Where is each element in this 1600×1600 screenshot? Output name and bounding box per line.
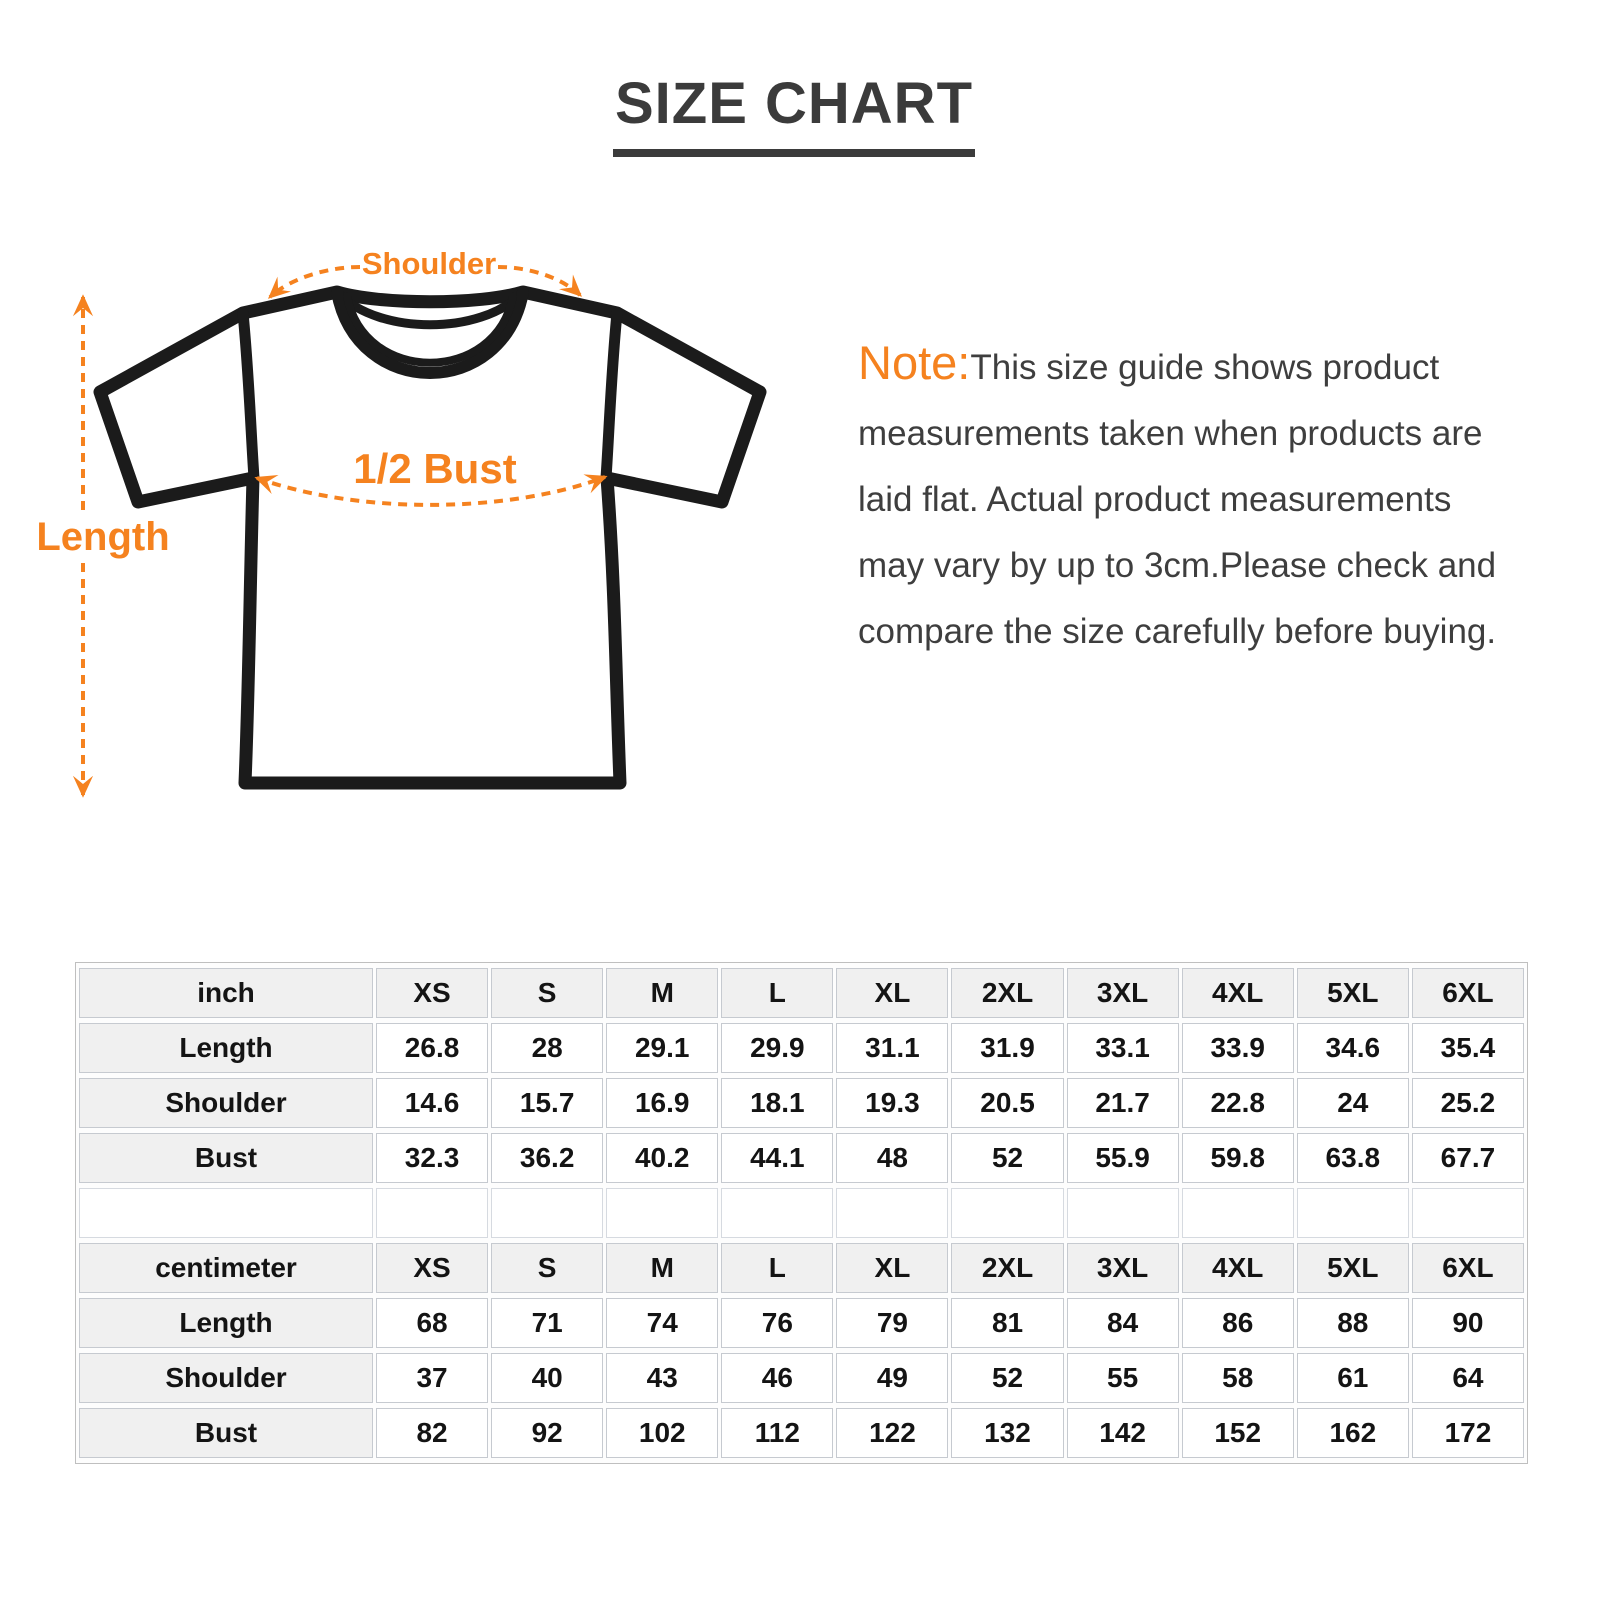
bust-label: 1/2 Bust: [353, 445, 517, 492]
value-cell: 52: [951, 1133, 1063, 1183]
size-header-cell: S: [491, 1243, 603, 1293]
value-cell: 18.1: [721, 1078, 833, 1128]
value-cell: 36.2: [491, 1133, 603, 1183]
spacer-cell: [1412, 1188, 1524, 1238]
value-cell: 112: [721, 1408, 833, 1458]
size-header-cell: L: [721, 1243, 833, 1293]
size-header-cell: 3XL: [1067, 968, 1179, 1018]
row-label-cell: Shoulder: [79, 1078, 373, 1128]
value-cell: 59.8: [1182, 1133, 1294, 1183]
measurement-row: [79, 1353, 1524, 1403]
value-cell: 102: [606, 1408, 718, 1458]
value-cell: 43: [606, 1353, 718, 1403]
value-cell: 68: [376, 1298, 488, 1348]
value-cell: 52: [951, 1353, 1063, 1403]
value-cell: 79: [836, 1298, 948, 1348]
spacer-cell: [79, 1188, 373, 1238]
value-cell: 31.9: [951, 1023, 1063, 1073]
tshirt-diagram: [30, 225, 790, 805]
size-header-cell: XS: [376, 968, 488, 1018]
value-cell: 71: [491, 1298, 603, 1348]
spacer-cell: [836, 1188, 948, 1238]
measurement-row: [79, 1023, 1524, 1073]
value-cell: 64: [1412, 1353, 1524, 1403]
spacer-cell: [1067, 1188, 1179, 1238]
value-cell: 29.9: [721, 1023, 833, 1073]
value-cell: 33.9: [1182, 1023, 1294, 1073]
value-cell: 46: [721, 1353, 833, 1403]
value-cell: 44.1: [721, 1133, 833, 1183]
value-cell: 122: [836, 1408, 948, 1458]
spacer-cell: [951, 1188, 1063, 1238]
value-cell: 132: [951, 1408, 1063, 1458]
size-header-row: [79, 968, 1524, 1018]
value-cell: 31.1: [836, 1023, 948, 1073]
spacer-cell: [376, 1188, 488, 1238]
value-cell: 74: [606, 1298, 718, 1348]
note-text: This size guide shows product measurements taken when products are laid flat. Actual product measurements may vary by up to 3cm.Please check and compare the size carefully before buying.: [858, 348, 1497, 651]
size-header-cell: 3XL: [1067, 1243, 1179, 1293]
size-header-cell: XS: [376, 1243, 488, 1293]
value-cell: 58: [1182, 1353, 1294, 1403]
value-cell: 22.8: [1182, 1078, 1294, 1128]
value-cell: 24: [1297, 1078, 1409, 1128]
size-header-cell: M: [606, 968, 718, 1018]
length-label: Length: [36, 515, 170, 559]
size-header-cell: 6XL: [1412, 1243, 1524, 1293]
value-cell: 142: [1067, 1408, 1179, 1458]
value-cell: 67.7: [1412, 1133, 1524, 1183]
size-header-cell: XL: [836, 968, 948, 1018]
value-cell: 15.7: [491, 1078, 603, 1128]
unit-header-cell: inch: [79, 968, 373, 1018]
page-title: SIZE CHART: [613, 70, 975, 157]
size-header-cell: L: [721, 968, 833, 1018]
row-label-cell: Bust: [79, 1133, 373, 1183]
spacer-cell: [721, 1188, 833, 1238]
value-cell: 86: [1182, 1298, 1294, 1348]
shoulder-label: Shoulder: [361, 246, 497, 281]
value-cell: 33.1: [1067, 1023, 1179, 1073]
value-cell: 162: [1297, 1408, 1409, 1458]
value-cell: 25.2: [1412, 1078, 1524, 1128]
size-header-cell: 2XL: [951, 1243, 1063, 1293]
value-cell: 61: [1297, 1353, 1409, 1403]
spacer-cell: [1297, 1188, 1409, 1238]
measurement-row: [79, 1408, 1524, 1458]
size-header-cell: 2XL: [951, 968, 1063, 1018]
value-cell: 55.9: [1067, 1133, 1179, 1183]
size-header-cell: XL: [836, 1243, 948, 1293]
value-cell: 82: [376, 1408, 488, 1458]
value-cell: 88: [1297, 1298, 1409, 1348]
value-cell: 63.8: [1297, 1133, 1409, 1183]
size-header-row: [79, 1243, 1524, 1293]
spacer-cell: [491, 1188, 603, 1238]
value-cell: 40: [491, 1353, 603, 1403]
value-cell: 92: [491, 1408, 603, 1458]
spacer-cell: [606, 1188, 718, 1238]
value-cell: 26.8: [376, 1023, 488, 1073]
measurement-row: [79, 1133, 1524, 1183]
spacer-row: [79, 1188, 1524, 1238]
note-label: Note:: [858, 336, 971, 389]
value-cell: 84: [1067, 1298, 1179, 1348]
value-cell: 76: [721, 1298, 833, 1348]
value-cell: 49: [836, 1353, 948, 1403]
size-header-cell: 5XL: [1297, 968, 1409, 1018]
measurement-row: [79, 1298, 1524, 1348]
value-cell: 152: [1182, 1408, 1294, 1458]
value-cell: 28: [491, 1023, 603, 1073]
size-header-cell: 6XL: [1412, 968, 1524, 1018]
value-cell: 16.9: [606, 1078, 718, 1128]
note-paragraph: [858, 330, 1520, 665]
size-header-cell: 4XL: [1182, 1243, 1294, 1293]
measurement-row: [79, 1078, 1524, 1128]
value-cell: 172: [1412, 1408, 1524, 1458]
value-cell: 81: [951, 1298, 1063, 1348]
value-cell: 34.6: [1297, 1023, 1409, 1073]
tshirt-armhole-seam-right: [606, 313, 617, 478]
value-cell: 32.3: [376, 1133, 488, 1183]
value-cell: 20.5: [951, 1078, 1063, 1128]
row-label-cell: Length: [79, 1298, 373, 1348]
value-cell: 14.6: [376, 1078, 488, 1128]
value-cell: 90: [1412, 1298, 1524, 1348]
value-cell: 37: [376, 1353, 488, 1403]
row-label-cell: Bust: [79, 1408, 373, 1458]
size-header-cell: M: [606, 1243, 718, 1293]
value-cell: 40.2: [606, 1133, 718, 1183]
size-header-cell: 4XL: [1182, 968, 1294, 1018]
unit-header-cell: centimeter: [79, 1243, 373, 1293]
value-cell: 21.7: [1067, 1078, 1179, 1128]
spacer-cell: [1182, 1188, 1294, 1238]
size-table-body: [79, 968, 1524, 1458]
tshirt-armhole-seam-left: [243, 313, 254, 478]
value-cell: 55: [1067, 1353, 1179, 1403]
size-header-cell: 5XL: [1297, 1243, 1409, 1293]
row-label-cell: Shoulder: [79, 1353, 373, 1403]
value-cell: 19.3: [836, 1078, 948, 1128]
size-table: [75, 962, 1528, 1464]
value-cell: 48: [836, 1133, 948, 1183]
value-cell: 35.4: [1412, 1023, 1524, 1073]
size-header-cell: S: [491, 968, 603, 1018]
row-label-cell: Length: [79, 1023, 373, 1073]
value-cell: 29.1: [606, 1023, 718, 1073]
